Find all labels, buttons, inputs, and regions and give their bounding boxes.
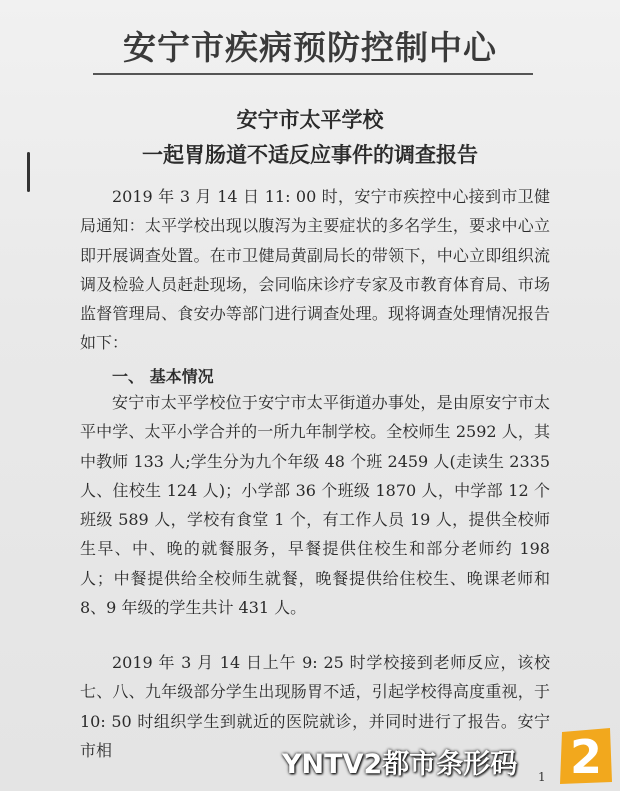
section-heading-basic-info: 一、 基本情况 bbox=[112, 367, 214, 386]
report-title-line2: 一起胃肠道不适反应事件的调查报告 bbox=[142, 142, 478, 167]
channel-logo-icon bbox=[556, 726, 616, 786]
event-paragraph: 2019 年 3 月 14 日上午 9: 25 时学校接到老师反应，该校七、八、九年级部分学生出现肠胃不适，引起学校得高度重视，于 10: 50 时组织学生到就近的医院就诊，并同时进行了报告。安宁市相 bbox=[80, 653, 550, 760]
report-title-line1: 安宁市太平学校 bbox=[236, 107, 384, 132]
organization-header: 安宁市疾病预防控制中心 bbox=[123, 28, 497, 67]
basic-info-paragraph: 安宁市太平学校位于安宁市太平街道办事处，是由原安宁市太平中学、太平小学合并的一所九年制学校。全校师生 2592 人，其中教师 133 人;学生分为九个年级 48 个班 2459 人(走读生 2335 人、住校生 124 人)；小学部 36 个班级 1870 人，中学部 12 个班级 589 人，学校有食堂 1 个，有工作人员 19 人，提供全校师生早、中、晚的就餐服务，早餐提供住校生和部分老师约 198 人；中餐提供给全校师生就餐，晚餐提供给住校生、晚课老师和 8、9 年级的学生共计 431 人。 bbox=[80, 393, 550, 618]
intro-paragraph: 2019 年 3 月 14 日 11: 00 时，安宁市疾控中心接到市卫健局通知：太平学校出现以腹泻为主要症状的多名学生，要求中心立即开展调查处置。在市卫健局黄副局长的带领下，中心立即组织流调及检验人员赶赴现场，会同临床诊疗专家及市教育体育局、市场监督管理局、食安办等部门进行调查处理。现将调查处理情况报告如下： bbox=[80, 187, 550, 353]
channel-logo-number: 2 bbox=[569, 730, 603, 784]
header-divider bbox=[93, 73, 533, 75]
channel-watermark: YNTV2都市条形码 bbox=[282, 749, 518, 780]
page-mark: 1 bbox=[538, 770, 546, 784]
